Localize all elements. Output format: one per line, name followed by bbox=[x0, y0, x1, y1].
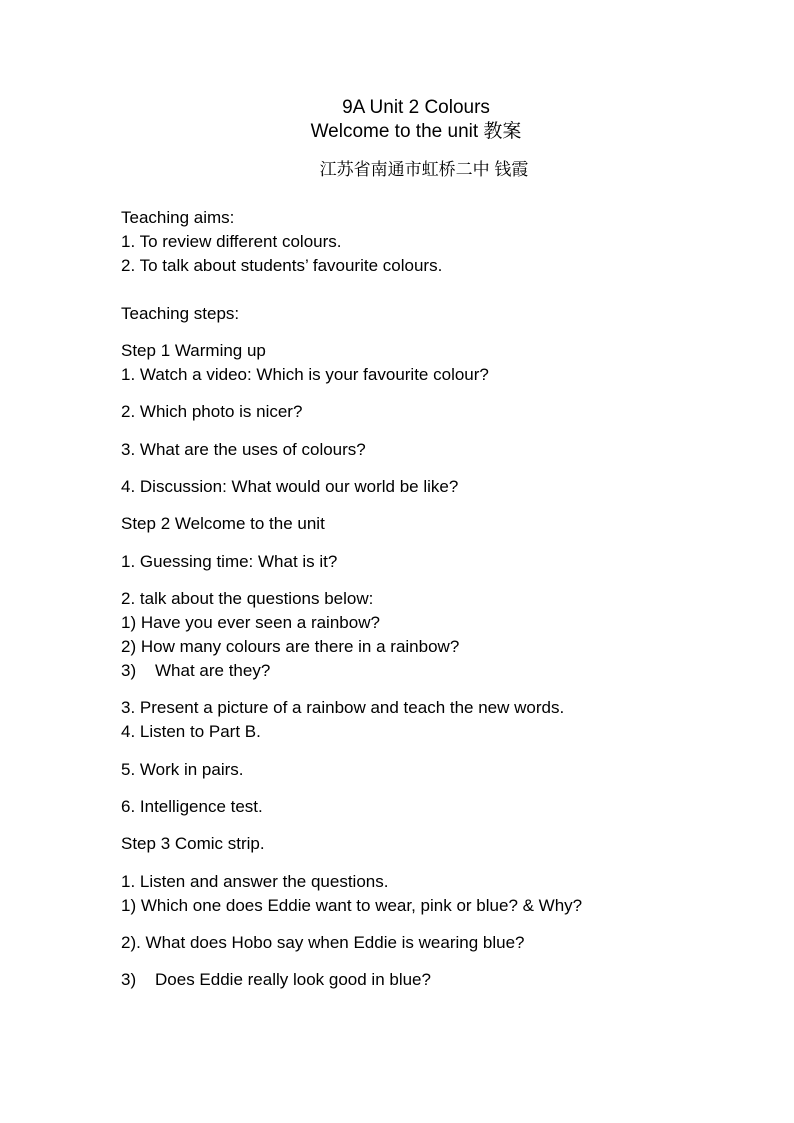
step2-item: 6. Intelligence test. bbox=[121, 797, 263, 816]
step2-subitem: 3) What are they? bbox=[121, 661, 271, 680]
author-line: 江苏省南通市虹桥二中 钱霞 bbox=[319, 160, 529, 179]
document-title: 9A Unit 2 Colours bbox=[342, 97, 490, 118]
step1-item: 1. Watch a video: Which is your favourite colour? bbox=[121, 365, 489, 384]
steps-heading: Teaching steps: bbox=[121, 304, 240, 323]
step3-subitem: 1) Which one does Eddie want to wear, pink or blue? & Why? bbox=[121, 896, 583, 915]
step3-subitem: 3) Does Eddie really look good in blue? bbox=[121, 970, 431, 989]
step1-item: 2. Which photo is nicer? bbox=[121, 402, 303, 421]
step3-subitem: 2). What does Hobo say when Eddie is wearing blue? bbox=[121, 933, 525, 952]
document-subtitle: Welcome to the unit 教案 bbox=[310, 121, 522, 142]
step1-item: 3. What are the uses of colours? bbox=[121, 440, 366, 459]
step2-heading: Step 2 Welcome to the unit bbox=[121, 514, 325, 533]
step1-item: 4. Discussion: What would our world be like? bbox=[121, 477, 459, 496]
step2-item: 2. talk about the questions below: bbox=[121, 589, 374, 608]
step2-item: 5. Work in pairs. bbox=[121, 760, 244, 779]
step2-subitem: 1) Have you ever seen a rainbow? bbox=[121, 613, 380, 632]
aims-heading: Teaching aims: bbox=[121, 208, 235, 227]
aim-item: 2. To talk about students’ favourite colours. bbox=[121, 256, 443, 275]
step1-heading: Step 1 Warming up bbox=[121, 341, 266, 360]
aim-item: 1. To review different colours. bbox=[121, 232, 342, 251]
step3-item: 1. Listen and answer the questions. bbox=[121, 872, 389, 891]
step3-heading: Step 3 Comic strip. bbox=[121, 834, 265, 853]
step2-subitem: 2) How many colours are there in a rainbow? bbox=[121, 637, 460, 656]
step2-item: 1. Guessing time: What is it? bbox=[121, 552, 338, 571]
step2-item: 4. Listen to Part B. bbox=[121, 722, 261, 741]
step2-item: 3. Present a picture of a rainbow and teach the new words. bbox=[121, 698, 565, 717]
